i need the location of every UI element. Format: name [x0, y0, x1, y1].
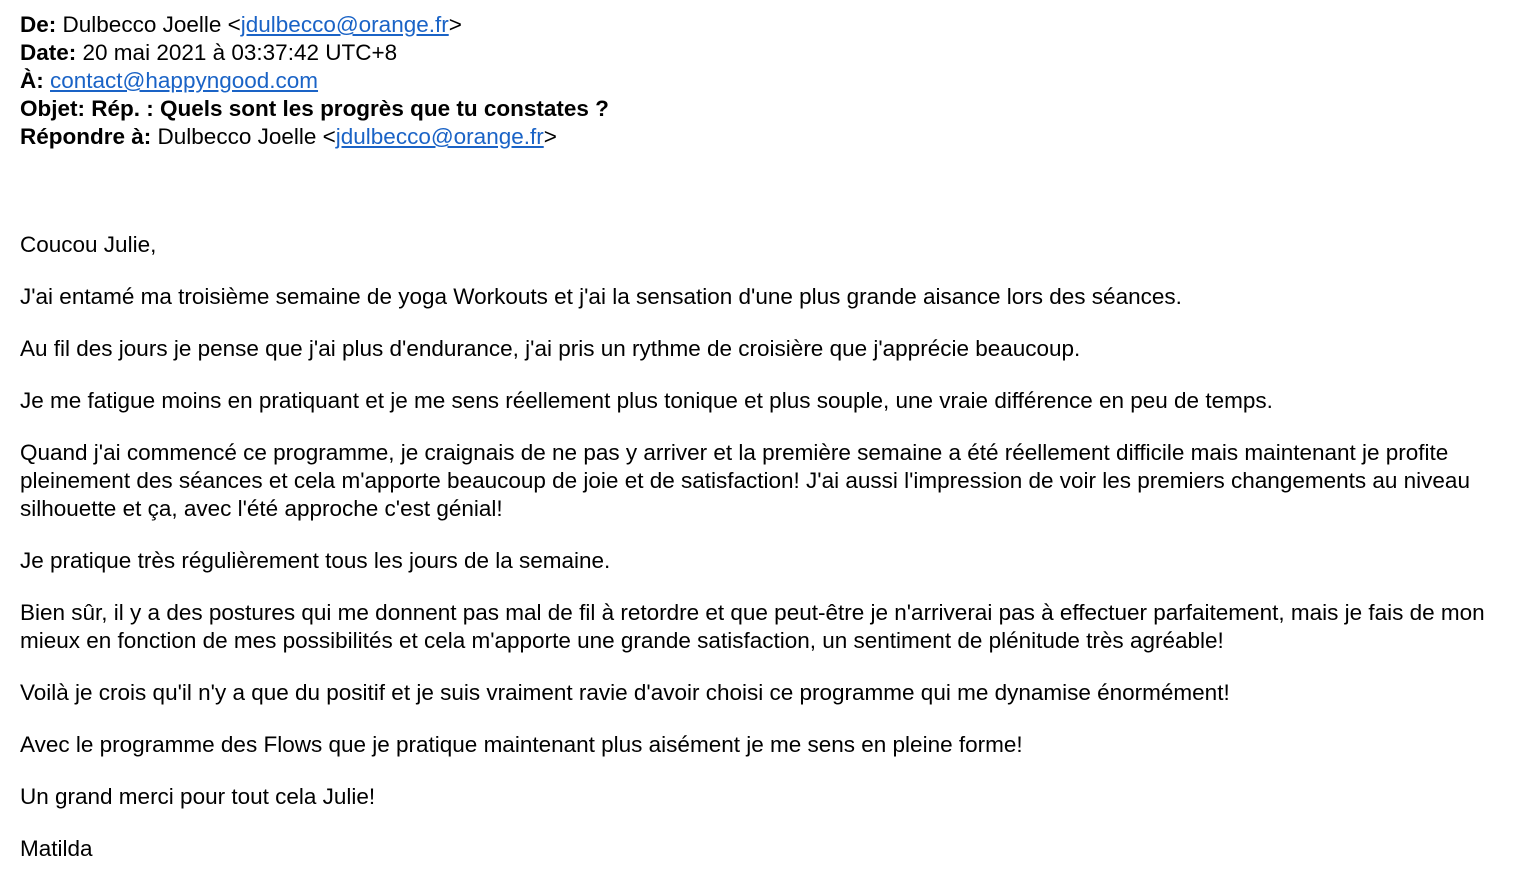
header-subject [20, 95, 1530, 123]
subject-label: Objet: [20, 96, 85, 121]
body-paragraph: Voilà je crois qu'il n'y a que du positif et je suis vraiment ravie d'avoir choisi ce programme qui me dynamise énormément! [20, 680, 1230, 705]
body-paragraph: Je pratique très régulièrement tous les jours de la semaine. [20, 548, 611, 573]
email-body [20, 231, 1510, 863]
to-email-link[interactable]: contact@happyngood.com [50, 68, 319, 93]
reply-email-link[interactable]: jdulbecco@orange.fr [335, 124, 544, 149]
subject-value: Rép. : Quels sont les progrès que tu constates ? [91, 96, 609, 121]
body-paragraph: J'ai entamé ma troisième semaine de yoga Workouts et j'ai la sensation d'une plus grande aisance lors des séances. [20, 284, 1182, 309]
date-label: Date: [20, 40, 77, 65]
reply-close: > [543, 124, 557, 149]
header-from [20, 11, 1530, 39]
email-headers [20, 11, 1530, 151]
body-paragraph: Un grand merci pour tout cela Julie! [20, 784, 376, 809]
from-close: > [448, 12, 462, 37]
greeting: Coucou Julie, [20, 232, 157, 257]
header-to [20, 67, 1530, 95]
body-paragraph: Avec le programme des Flows que je pratique maintenant plus aisément je me sens en pleine forme! [20, 732, 1023, 757]
body-paragraph: Quand j'ai commencé ce programme, je craignais de ne pas y arriver et la première semaine a été réellement difficile mais maintenant je profite pleinement des séances et cela m'apporte beaucoup de joie et de satisfaction! J'ai aussi l'impression de voir les premiers changements au niveau silhouette et ça, avec l'été approche c'est génial! [20, 440, 1470, 521]
signature: Matilda [20, 836, 93, 861]
body-paragraph: Je me fatigue moins en pratiquant et je me sens réellement plus tonique et plus souple, une vraie différence en peu de temps. [20, 388, 1273, 413]
body-paragraph: Bien sûr, il y a des postures qui me donnent pas mal de fil à retordre et que peut-être je n'arriverai pas à effectuer parfaitement, mais je fais de mon mieux en fonction de mes possibilités et cela m'apporte une grande satisfaction, un sentiment de plénitude très agréable! [20, 600, 1485, 653]
reply-name: Dulbecco Joelle < [157, 124, 336, 149]
reply-label: Répondre à: [20, 124, 152, 149]
header-reply-to [20, 123, 1530, 151]
to-label: À: [20, 68, 44, 93]
date-value: 20 mai 2021 à 03:37:42 UTC+8 [82, 40, 398, 65]
from-email-link[interactable]: jdulbecco@orange.fr [240, 12, 449, 37]
header-date [20, 39, 1530, 67]
from-name: Dulbecco Joelle < [62, 12, 241, 37]
from-label: De: [20, 12, 57, 37]
body-paragraph: Au fil des jours je pense que j'ai plus d'endurance, j'ai pris un rythme de croisière que j'apprécie beaucoup. [20, 336, 1081, 361]
